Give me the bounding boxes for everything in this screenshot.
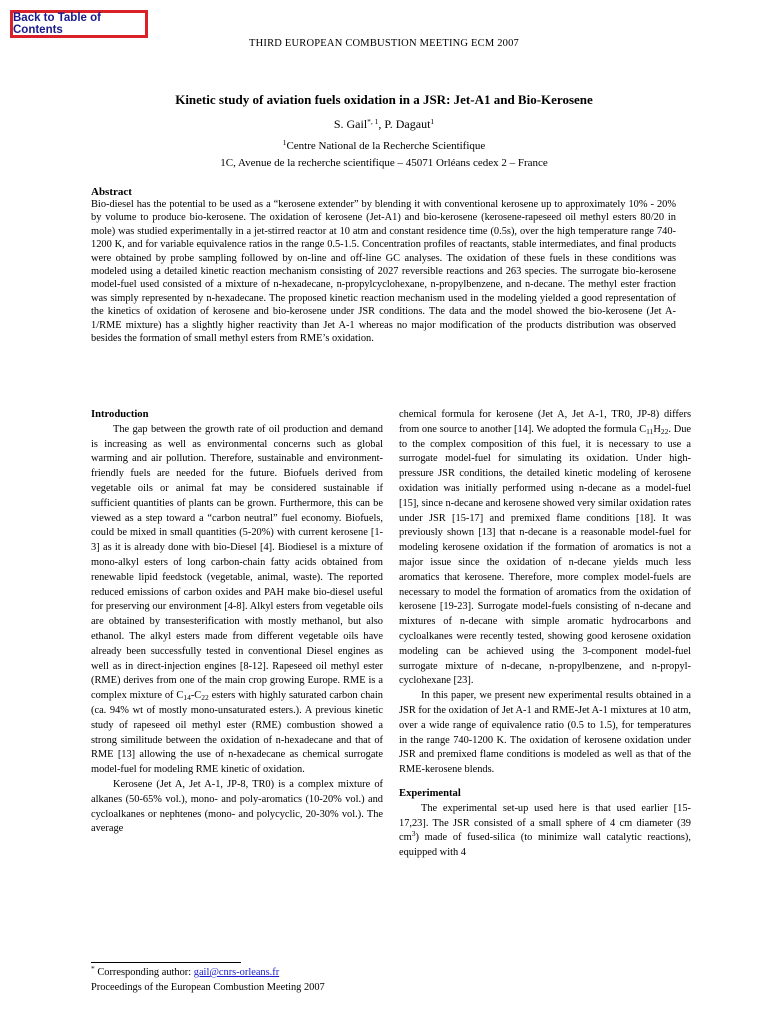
footnote-label: Corresponding author: — [94, 967, 194, 978]
affiliation-line-2: 1C, Avenue de la recherche scientifique – 45071 Orléans cedex 2 – France — [220, 157, 548, 169]
intro-p3-text-b: H — [653, 423, 661, 435]
experimental-paragraph — [399, 802, 691, 861]
proceedings-line: Proceedings of the European Combustion Meeting 2007 — [91, 982, 325, 993]
affiliation-sup: 1 — [282, 138, 287, 147]
intro-p3-text-a: chemical formula for kerosene (Jet A, Jet A-1, TR0, JP-8) differs from one source to another [14]. We adopted the formula C — [399, 409, 691, 435]
intro-paragraph-4: In this paper, we present new experimental results obtained in a JSR for the oxidation of Jet A-1 and RME-Jet A-1 mixtures at 10 atm, over a wide range of equivalence ratio (0.5 to 1.5), for temperatures in the range 740-1200 K. The oxidation of kerosene oxidation under JSR and premixed flame conditions is modeled as well as that of the RME-kerosene blends. — [399, 690, 691, 776]
author-2: , P. Dagaut — [378, 117, 431, 131]
exp-text-a: The experimental set-up used here is that used earlier [15-17,23]. The JSR consisted of a small sphere of 4 cm diameter (39 cm — [399, 802, 691, 844]
intro-p1-text-b: -C — [190, 690, 202, 702]
authors — [0, 117, 768, 132]
intro-p1-sub-2: 22 — [201, 693, 209, 703]
affiliation-name: Centre National de la Recherche Scientifique — [286, 140, 486, 152]
abstract-text: Bio-diesel has the potential to be used as a “kerosene extender” by blending it with conventional kerosene up to approximately 10% - 20% by volume to produce bio-kerosene. The oxidation of kerosene (Jet-A1) and bio-kerosene (kerosene-rapeseed oil methyl esters 80/20 in mole) was studied experimentally in a jet-stirred reactor at 10 atm and constant residence time (0.5s), over the high temperature range 740-1200 K, and for variable equivalence ratios in the range 0.5-1.5. Concentration profiles of reactants, stable intermediates, and final products were obtained by probe sampling followed by on-line and off-line GC analyses. The oxidation of these fuels in these conditions was modeled using a detailed kinetic reaction mechanism consisting of 2027 reversible reactions and 263 species. The surrogate bio-kerosene model-fuel used consisted of a mixture of n-hexadecane, n-propylcyclohexane, n-propylbenzene, and n-decane. The methyl ester fraction was simply represented by n-hexadecane. The proposed kinetic reaction mechanism used in the modeling yielded a good representation of the kinetics of oxidation of kerosene and bio-kerosene under JSR conditions. The data and the model showed the bio-kerosene (Jet A-1/RME mixture) has a slightly higher reactivity than Jet A-1 whereas no major modification of the products distribution was observed besides the formation of small methyl esters from RME’s oxidation. — [91, 199, 676, 345]
left-column — [91, 408, 383, 837]
footnote-rule — [91, 962, 241, 963]
email-link[interactable]: gail@cnrs-orleans.fr — [193, 967, 280, 978]
intro-paragraph-1 — [91, 423, 383, 778]
paper-title: Kinetic study of aviation fuels oxidation in a JSR: Jet-A1 and Bio-Kerosene — [175, 92, 593, 107]
intro-p1-text-c: esters with highly saturated carbon chain (ca. 94% wt of mostly mono-unsaturated esters.). A previous kinetic study of rapeseed oil methyl ester (RME) combustion showed a strong similitude between the oxidation of n-hexadecane and that of RME [13] allowing the use of n-hexadecane as chemical surrogate model-fuel for modeling RME kinetic of oxidation. — [91, 690, 383, 776]
intro-paragraph-3 — [399, 408, 691, 689]
intro-paragraph-2: Kerosene (Jet A, Jet A-1, JP-8, TR0) is a complex mixture of alkanes (50-65% vol.), mono- and poly-aromatics (10-20% vol.) and cycloalkanes or nephtenes (mono- and polycyclic, 20-30% vol.). The average — [91, 778, 383, 835]
exp-sup: 3 — [411, 829, 416, 839]
author-1: S. Gail — [333, 117, 368, 131]
affiliation-line-1 — [0, 140, 768, 152]
intro-p1-sub-1: 14 — [183, 693, 191, 703]
right-column — [399, 408, 691, 861]
intro-p3-sub-2: 22 — [660, 426, 669, 436]
intro-p1-text-a: The gap between the growth rate of oil production and demand is increasing as well as environmental concerns such as global warming and air pollution. Therefore, sustainable and environment-friendly fuels are needed for the future. Biofuels derived from vegetable oils or animal fat may be considered sustainable if sufficient quantities of plants can be grown. Furthermore, this can be viewed as a step toward a “carbon neutral” fuel economy. Biofuels, could be mixed in small quantities (5-20%) with current kerosene [1-3] as it is already done with bio-Diesel [4]. Biodiesel is a mixture of mono-alkyl esters of long carbon-chain fatty acids obtained from renewable lipid feedstock (vegetable, animal, waste). The reported reduced emissions of carbon oxides and PAH make bio-diesel useful for preserving our environment [4-8]. Alkyl esters from vegetable oils are obtained by transesterification with mostly methanol, but also ethanol. The alkyl esters made from different vegetable oils have already been successfully tested in conventional Diesel engines as well as in direct-injection engines [8-12]. Rapeseed oil methyl ester (RME) derives from one of the main crop growing Europe. RME is a complex mixture of C — [91, 423, 383, 702]
back-to-toc-button[interactable]: Back to Table of Contents — [10, 10, 148, 38]
introduction-heading: Introduction — [91, 409, 149, 420]
author-1-sup: *, 1 — [367, 117, 379, 126]
footnote — [91, 966, 279, 980]
abstract-heading: Abstract — [91, 186, 132, 198]
intro-p3-sub-1: 11 — [646, 426, 654, 436]
footnote-mark: * — [91, 964, 95, 973]
intro-p3-text-c: . Due to the complex composition of this fuel, it is necessary to use a surrogate model-fuel for simulating its oxidation. Under high-pressure JSR conditions, the detailed kinetic modeling of kerosene oxidation was initially performed using n-decane as a model-fuel [15], since n-decane and kerosene showed very similar oxidation rates under JSR [15-17] and premixed flame conditions [18]. It was previously shown [13] that n-decane is a reasonable model-fuel for modeling kerosene oxidation if the formation of aromatics is not a major issue since the oxidation of n-decane yields much less aromatics that kerosene. Therefore, more complex model-fuels are necessary to model the formation of aromatics from the oxidation of kerosene [19-23]. Surrogate model-fuels consisting of n-decane and mixtures of n-decane with simple aromatic hydrocarbons and cycloalkanes were recently tested, showing good kerosene oxidation modeling can be achieved using the 3-component model-fuel surrogate mixture of n-decane, n-propylbenzene, and n-propyl-cyclohexane [23]. — [399, 423, 692, 687]
exp-text-b: ) made of fused-silica (to minimize wall catalytic reactions), equipped with 4 — [399, 832, 691, 859]
experimental-heading: Experimental — [399, 787, 461, 799]
author-2-sup: 1 — [430, 117, 435, 126]
meeting-header: THIRD EUROPEAN COMBUSTION MEETING ECM 2007 — [248, 38, 520, 49]
